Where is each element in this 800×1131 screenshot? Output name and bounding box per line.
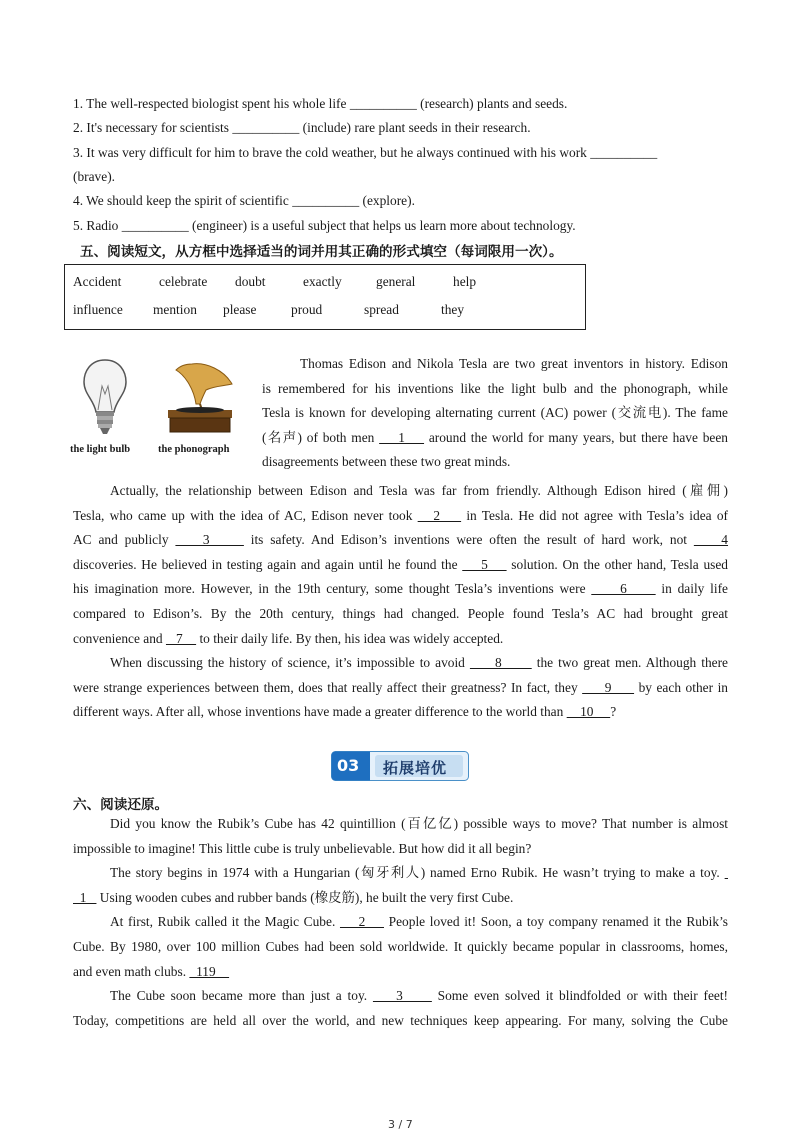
- word-box-word: celebrate: [159, 274, 208, 289]
- word-box-word: exactly: [303, 274, 342, 289]
- light-bulb-image: [80, 356, 130, 438]
- word-box-word: help: [453, 274, 477, 289]
- section-badge: [331, 751, 469, 781]
- light-bulb-caption: the light bulb: [70, 444, 131, 455]
- word-box-word: spread: [364, 302, 399, 317]
- exercise-item-2: 2. It's necessary for scientists __________ (include) rare plant seeds in their research.: [73, 120, 531, 135]
- word-box-word: influence: [73, 302, 123, 317]
- passage-paragraph-2: Actually, the relationship between Edison and Tesla was far from friendly. Although Edison hired (雇佣) Tesla, who came up with the idea of AC, Edison never took 2 in Tesla. He did not agree with Tesla’s idea of AC and publicly 3 its safety. And Edison’s inventions were often the result of hard work, not 4 discoveries. He believed in testing again and again until he found the 5 solution. On the other hand, Tesla used his imagination more. However, in the 19th century, some thought Tesla’s inventions were 6 in daily life compared to Edison’s. By the 20th century, things had changed. People found Tesla’s AC had brought great convenience and 7 to their daily life. By then, his idea was widely accepted.: [73, 483, 729, 646]
- exercise-item-5: 5. Radio __________ (engineer) is a useful subject that helps us learn more about technology.: [73, 218, 576, 233]
- exercise-item-1: 1. The well-respected biologist spent his whole life __________ (research) plants and seeds.: [73, 96, 568, 111]
- word-box-word: please: [223, 302, 257, 317]
- section6-passage: Did you know the Rubik’s Cube has 42 quintillion (百亿亿) possible ways to move? That number is almost impossible to imagine! This little cube is truly unbelievable. But how did it all begin? The story begins in 1974 with a Hungarian (匈牙利人) named Erno Rubik. He wasn’t trying to make a toy. 1 Using wooden cubes and rubber bands (橡皮筋), he built the very first Cube. At first, Rubik called it the Magic Cube. 2 People loved it! Soon, a toy company renamed it the Rubik’s Cube. By 1980, over 100 million Cubes had been sold worldwide. It quickly became popular in classrooms, homes, and even math clubs. 119 The Cube soon became more than just a toy. 3 Some even solved it blindfolded or with their feet! Today, competitions are held all over the world, and new techniques keep appearing. For many, solving the Cube: [73, 816, 729, 1028]
- badge-number: 03: [337, 756, 360, 775]
- section6-heading: 六、阅读还原。: [73, 797, 169, 813]
- word-box: [64, 264, 586, 330]
- page-number: 3 / 7: [388, 1118, 413, 1131]
- exercise-item-3: 3. It was very difficult for him to brave the cold weather, but he always continued with his work __________: [73, 145, 658, 160]
- word-box-word: proud: [291, 302, 323, 317]
- section5-heading: 五、阅读短文，从方框中选择适当的词并用其正确的形式填空（每词限用一次）。: [80, 244, 563, 260]
- word-box-word: mention: [153, 302, 197, 317]
- word-box-word: general: [376, 274, 416, 289]
- word-box-word: they: [441, 302, 465, 317]
- badge-title: 拓展培优: [383, 759, 448, 777]
- exercise-item-4: 4. We should keep the spirit of scientific __________ (explore).: [73, 193, 415, 208]
- phonograph-caption: the phonograph: [158, 444, 230, 455]
- exercise-item-3-cont: (brave).: [73, 169, 116, 184]
- word-box-word: Accident: [73, 274, 122, 289]
- phonograph-image: [162, 360, 238, 436]
- passage-paragraph-3: When discussing the history of science, it’s impossible to avoid 8 the two great men. Although there were strange experiences between them, does that really affect their greatness? In fact, they 9 by each other in different ways. After all, whose inventions have made a greater difference to the world than 10 ?: [73, 655, 728, 720]
- passage-paragraph-1: Thomas Edison and Nikola Tesla are two great inventors in history. Edison is remembered for his inventions like the light bulb and the phonograph, while Tesla is known for developing alternating current (AC) power (交流电). The fame (名声) of both men 1 around the world for many years, but there have been disagreements between these two great minds.: [262, 356, 728, 470]
- word-box-word: doubt: [235, 274, 266, 289]
